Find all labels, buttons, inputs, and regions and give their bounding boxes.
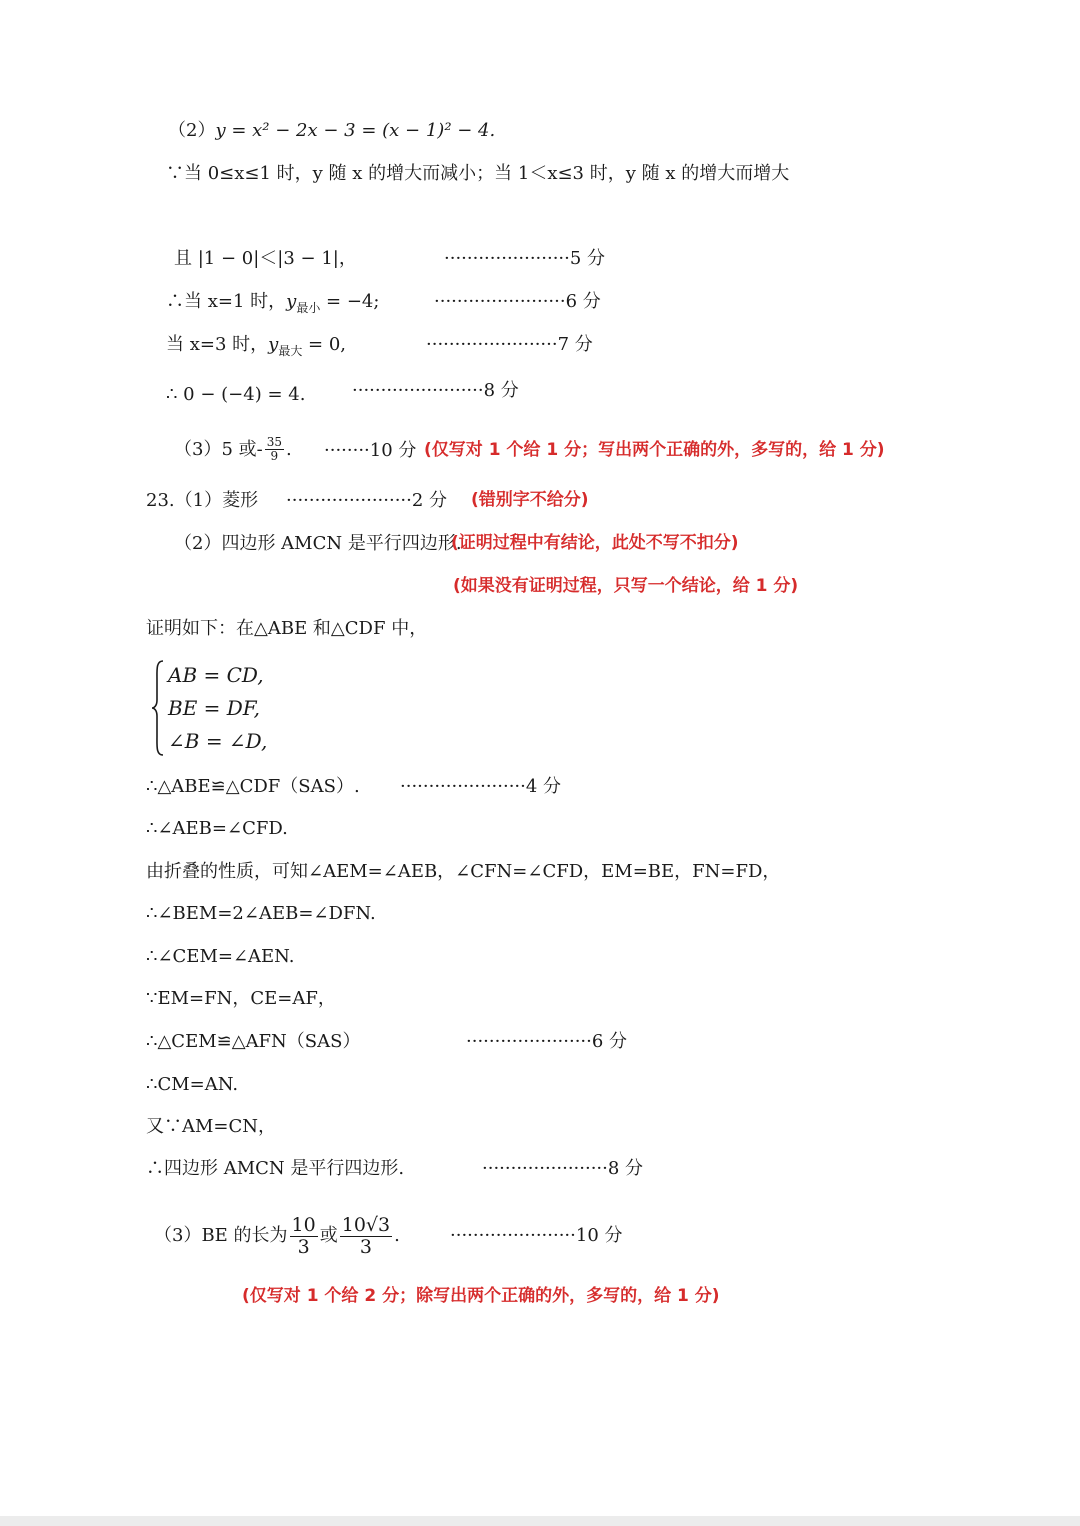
q23-part3-fraction-2 <box>340 1215 392 1258</box>
q22-part2-equation: y = x² − 2x − 3 = (x − 1)² − 4. <box>215 120 496 141</box>
q23-score-6: ······················6 分 <box>466 1031 628 1052</box>
q22-monotonic-line: ∵当 0≤x≤1 时，y 随 x 的增大而减小；当 1＜x≤3 时，y 随 x 的增大而增大 <box>166 163 790 184</box>
q22-diff-line: ∴ 0 − (−4) = 4. <box>166 384 306 405</box>
q22-score-6: ·······················6 分 <box>434 291 601 312</box>
q23-step-1: ∴△ABE≌△CDF（SAS）. <box>146 776 360 797</box>
q23-step-2: ∴∠AEB=∠CFD. <box>146 818 288 839</box>
q23-part3-frac1-num: 10 <box>291 1213 316 1236</box>
q23-step-3: 由折叠的性质，可知∠AEM=∠AEB，∠CFN=∠CFD，EM=BE，FN=FD， <box>146 861 781 882</box>
q22-max-text: 当 x=3 时， <box>166 334 269 355</box>
q23-score-10: ······················10 分 <box>450 1225 623 1246</box>
q23-part3-period: . <box>394 1225 400 1246</box>
q23-part3-frac2-den: 3 <box>359 1235 372 1258</box>
q23-part1-label: 23.（1）菱形 <box>146 490 259 511</box>
q22-min-sub: 最小 <box>296 301 321 315</box>
q22-part3-note: (仅写对 1 个给 1 分；写出两个正确的外，多写的，给 1 分) <box>424 440 885 460</box>
q22-min-val: = −4; <box>320 291 380 312</box>
q23-part3-or: 或 <box>319 1225 338 1246</box>
q22-max-line <box>166 336 346 357</box>
q23-part3-fraction-1 <box>290 1215 318 1258</box>
q22-part2-label: （2） <box>168 120 216 141</box>
system-brace <box>152 660 164 756</box>
q22-part3-numerator: 35 <box>266 435 282 449</box>
q22-max-var: y <box>268 334 279 355</box>
q23-score-8: ······················8 分 <box>482 1158 644 1179</box>
q23-part3-frac2-num: 10√3 <box>341 1213 391 1236</box>
q22-part3-fraction <box>265 436 284 463</box>
q23-part2-note1: (证明过程中有结论，此处不写不扣分) <box>451 533 739 553</box>
q23-proof-intro: 证明如下：在△ABE 和△CDF 中， <box>146 618 428 639</box>
q22-score-10: ········10 分 <box>324 440 417 461</box>
q23-score-2: ······················2 分 <box>286 490 448 511</box>
q23-step-7: ∴△CEM≌△AFN（SAS） <box>146 1031 361 1052</box>
system-eq-2: BE = DF, <box>168 696 260 720</box>
q22-score-7: ·······················7 分 <box>426 334 593 355</box>
q23-step-4: ∴∠BEM=2∠AEB=∠DFN. <box>146 903 376 924</box>
q23-step-9: 又∵AM=CN， <box>146 1116 277 1137</box>
q23-part3-frac1-den: 3 <box>297 1235 310 1258</box>
q23-step-5: ∴∠CEM=∠AEN. <box>146 946 295 967</box>
q22-max-val: = 0, <box>302 334 347 355</box>
q22-part3-denominator: 9 <box>270 449 279 464</box>
q22-abs-line: 且 |1 − 0|＜|3 − 1|， <box>174 248 357 269</box>
q23-score-4: ······················4 分 <box>400 776 562 797</box>
q23-part2-note2: (如果没有证明过程，只写一个结论，给 1 分) <box>453 576 799 596</box>
q22-min-line <box>166 293 379 314</box>
q23-part3-line <box>154 1210 400 1262</box>
q22-part3-period: . <box>286 438 292 460</box>
q22-max-sub: 最大 <box>278 344 303 358</box>
q22-part2-line1 <box>168 122 495 140</box>
q22-min-var: y <box>286 291 297 312</box>
system-eq-3: ∠B = ∠D, <box>168 729 268 753</box>
q22-score-5: ······················5 分 <box>444 248 606 269</box>
system-eq-1: AB = CD, <box>168 663 264 687</box>
q23-part1-note: (错别字不给分) <box>471 490 589 510</box>
q22-part3-label: （3）5 或- <box>174 438 263 460</box>
q23-step-8: ∴CM=AN. <box>146 1074 239 1095</box>
q23-step-6: ∵EM=FN，CE=AF， <box>146 988 336 1009</box>
q23-part2-label: （2）四边形 AMCN 是平行四边形. <box>174 533 462 554</box>
page-bottom-edge <box>0 1516 1080 1526</box>
q23-step-10: ∴四边形 AMCN 是平行四边形. <box>146 1158 405 1179</box>
q23-part3-note: (仅写对 1 个给 2 分；除写出两个正确的外，多写的，给 1 分) <box>242 1286 720 1306</box>
q23-part3-label: （3）BE 的长为 <box>154 1225 288 1246</box>
q22-score-8: ·······················8 分 <box>352 380 519 401</box>
q22-part3-line <box>174 436 292 463</box>
q22-min-text: ∴当 x=1 时， <box>166 291 287 312</box>
